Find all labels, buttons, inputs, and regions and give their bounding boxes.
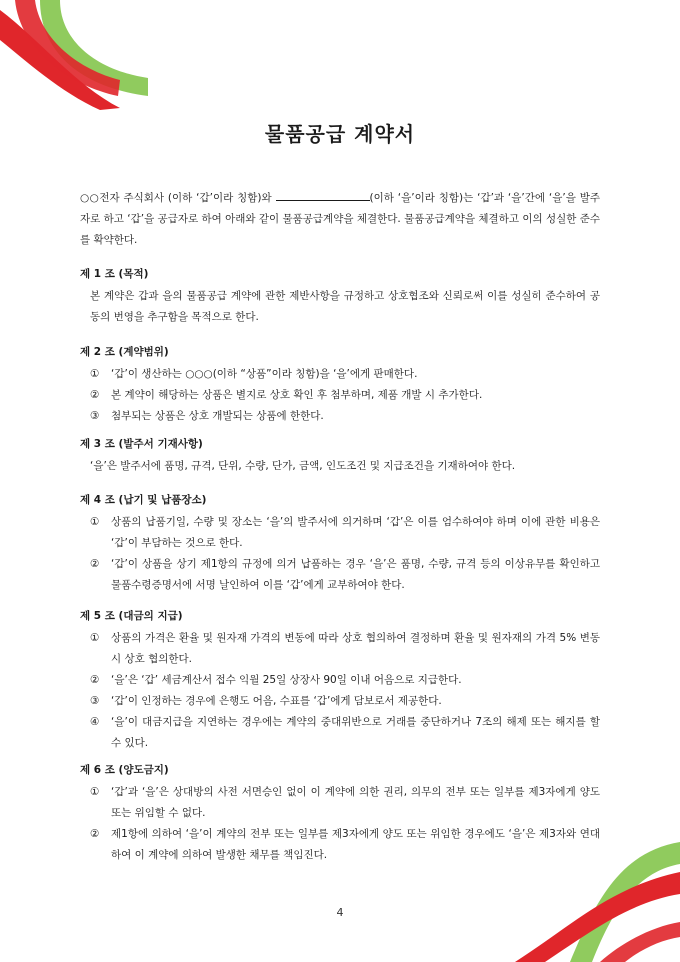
article-6 [80,760,600,866]
article-text: 본 계약은 갑과 을의 물품공급 계약에 관한 제반사항을 규정하고 상호협조와 신뢰로써 이를 성실히 준수하여 공동의 번영을 추구함을 목적으로 한다. [90,290,600,323]
article-title: 제 2 조 (계약범위) [80,346,169,358]
article-5 [80,606,600,754]
article-title: 제 3 조 (발주서 기재사항) [80,438,203,450]
article-item: ② 본 계약이 해당하는 상품은 별지로 상호 확인 후 첨부하며, 제품 개발 시 추가한다. [90,389,483,401]
article-item: ① 상품의 가격은 환율 및 원자재 가격의 변동에 따라 상호 협의하여 결정하며 환율 및 원자재의 가격 5% 변동 시 상호 협의한다. [90,632,600,665]
article-item: ① ‘갑’이 생산하는 ○○○(이하 “상품”이라 칭함)을 ‘을’에게 판매한다. [90,368,418,380]
decorative-ribbon-top-left [0,0,150,110]
article-item: ② ‘을’은 ‘갑’ 세금계산서 접수 익월 25일 상장사 90일 이내 어음으로 지급한다. [90,674,462,686]
article-item: ④ ‘을’이 대금지급을 지연하는 경우에는 계약의 중대위반으로 거래를 중단하거나 7조의 해제 또는 해지를 할 수 있다. [90,716,600,749]
article-item: ① 상품의 납품기일, 수량 및 장소는 ‘을’의 발주서에 의거하며 ‘갑’은 이를 엄수하여야 하며 이에 관한 비용은 ‘갑’이 부담하는 것으로 한다. [90,516,600,549]
article-2 [80,342,600,427]
intro-paragraph [80,188,600,251]
article-item: ② 제1항에 의하여 ‘을’이 계약의 전부 또는 일부를 제3자에게 양도 또는 위임한 경우에도 ‘을’은 제3자와 연대하여 이 계약에 의하여 발생한 채무를 책임진다. [90,828,600,861]
article-item: ③ ‘갑’이 인정하는 경우에 은행도 어음, 수표를 ‘갑’에게 담보로서 제공한다. [90,695,442,707]
article-item: ② ‘갑’이 상품을 상기 제1항의 규정에 의거 납품하는 경우 ‘을’은 품명, 수량, 규격 등의 이상유무를 확인하고 물품수령증명서에 서명 날인하여 이를 ‘갑’에게 교부하여야 한다. [90,558,600,591]
intro-prefix: ○○전자 주식회사 (이하 ‘갑’이라 칭함)와 [80,192,276,204]
article-title: 제 4 조 (납기 및 납품장소) [80,494,207,506]
article-3 [80,434,600,477]
article-item: ① ‘갑’과 ‘을’은 상대방의 사전 서면승인 없이 이 계약에 의한 권리, 의무의 전부 또는 일부를 제3자에게 양도 또는 위임할 수 없다. [90,786,600,819]
article-text: ‘을’은 발주서에 품명, 규격, 단위, 수량, 단가, 금액, 인도조건 및 지급조건을 기재하여야 한다. [90,460,516,472]
document-title: 물품공급 계약서 [264,122,416,146]
article-title: 제 1 조 (목적) [80,268,149,280]
article-title: 제 5 조 (대금의 지급) [80,610,183,622]
article-4 [80,490,600,596]
page-number: 4 [336,906,344,919]
article-item: ③ 첨부되는 상품은 상호 개발되는 상품에 한한다. [90,410,324,422]
article-1 [80,264,600,328]
party-name-blank [276,191,370,201]
article-title: 제 6 조 (양도금지) [80,764,169,776]
intro-suffix: (이하 ‘을’이라 칭함)는 ‘갑’과 ‘을’간에 ‘을’을 발주자로 하고 ‘갑’을 공급자로 하여 아래와 같이 물품공급계약을 체결한다. 물품공급계약을 체결하고 이의 성실한 준수를 확약한다. [80,192,600,246]
